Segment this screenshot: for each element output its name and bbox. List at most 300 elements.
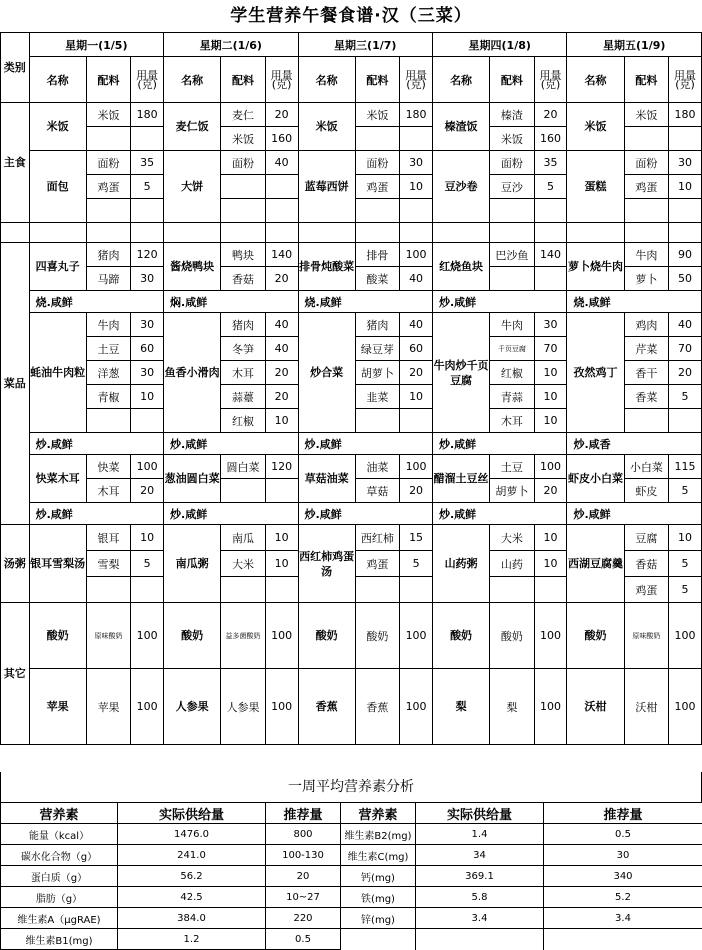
ingredient: 牛肉: [624, 243, 668, 267]
weight: 20: [265, 267, 298, 291]
empty-cell: [86, 577, 130, 603]
col-weight-header: 用量(克): [400, 57, 433, 103]
weight: 100: [265, 603, 298, 669]
weight: 10: [265, 551, 298, 577]
weight: 5: [131, 175, 164, 199]
ingredient: 大米: [490, 525, 534, 551]
empty-cell: [669, 199, 702, 223]
ingredient: 土豆: [490, 455, 534, 479]
nutrient-value: 42.5: [118, 887, 266, 908]
ingredient: 红椒: [221, 409, 265, 433]
dish-name: 炒合菜: [298, 313, 355, 433]
nutrient-value: 3.4: [544, 908, 702, 929]
category-header: 类别: [1, 33, 30, 103]
cooking-note: 炒.咸鲜: [29, 503, 163, 525]
dish-name: 红烧鱼块: [432, 243, 489, 291]
ingredient: 面粉: [355, 151, 399, 175]
empty-cell: [400, 223, 433, 243]
ingredient: 酸菜: [355, 267, 399, 291]
nutrient-value: 0.5: [544, 824, 702, 845]
empty-cell: [400, 409, 433, 433]
weight: 20: [534, 479, 567, 503]
ingredient: 鸡蛋: [86, 175, 130, 199]
empty-cell: [534, 577, 567, 603]
weight: 10: [265, 525, 298, 551]
nutrient-name: 锌(mg): [341, 908, 416, 929]
weight: 20: [400, 479, 433, 503]
weight: 10: [534, 525, 567, 551]
dish-name: 西红柿鸡蛋汤: [298, 525, 355, 603]
ingredient: 香蕉: [355, 669, 399, 745]
dish-name: 米饭: [567, 103, 624, 151]
ingredient: 木耳: [221, 361, 265, 385]
empty-cell: [534, 267, 567, 291]
col-ingredient-header: 配料: [490, 57, 534, 103]
weight: 10: [400, 385, 433, 409]
cooking-note: 炒.咸鲜: [298, 433, 432, 455]
dish-name: 鱼香小滑肉: [164, 313, 221, 433]
weight: 100: [400, 455, 433, 479]
ingredient: 香菜: [624, 385, 668, 409]
dish-name: 酸奶: [29, 603, 86, 669]
ingredient: 面粉: [490, 151, 534, 175]
ingredient: 红椒: [490, 361, 534, 385]
dish-name: 米饭: [29, 103, 86, 151]
ingredient: 马蹄: [86, 267, 130, 291]
empty-cell: [1, 223, 30, 243]
nutrient-name: 碳水化合物（g）: [1, 845, 118, 866]
empty-cell: [669, 409, 702, 433]
nutrition-header: 推荐量: [544, 803, 702, 824]
nutrient-name: 蛋白质（g）: [1, 866, 118, 887]
ingredient: 原味酸奶: [86, 603, 130, 669]
weight: 10: [131, 525, 164, 551]
ingredient: 西红柿: [355, 525, 399, 551]
dish-name: 酱烧鸭块: [164, 243, 221, 291]
ingredient: 鸭块: [221, 243, 265, 267]
weight: 100: [131, 455, 164, 479]
weight: 100: [265, 669, 298, 745]
weight: 30: [534, 313, 567, 337]
ingredient: 油菜: [355, 455, 399, 479]
ingredient: 原味酸奶: [624, 603, 668, 669]
weight: 5: [669, 479, 702, 503]
cooking-note: 炒.咸香: [567, 433, 702, 455]
ingredient: 冬笋: [221, 337, 265, 361]
weight: 40: [400, 267, 433, 291]
empty-cell: [400, 577, 433, 603]
empty-cell: [355, 127, 399, 151]
category-other: 其它: [1, 603, 30, 745]
dish-name: 山药粥: [432, 525, 489, 603]
day-header: 星期四(1/8): [432, 33, 566, 57]
weight: 10: [669, 525, 702, 551]
weight: 10: [669, 175, 702, 199]
empty-cell: [265, 223, 298, 243]
ingredient: 酸奶: [490, 603, 534, 669]
weight: 5: [534, 175, 567, 199]
weight: 20: [131, 479, 164, 503]
ingredient: 豆沙: [490, 175, 534, 199]
dish-name: 西湖豆腐羹: [567, 525, 624, 603]
nutrition-header: 推荐量: [266, 803, 341, 824]
day-header: 星期二(1/6): [164, 33, 298, 57]
dish-name: 香蕉: [298, 669, 355, 745]
empty-cell: [86, 127, 130, 151]
ingredient: 鸡肉: [624, 313, 668, 337]
ingredient: 千页豆腐: [490, 337, 534, 361]
ingredient: 木耳: [86, 479, 130, 503]
col-name-header: 名称: [567, 57, 624, 103]
weight: 70: [669, 337, 702, 361]
nutrient-value: 1.4: [416, 824, 544, 845]
empty-cell: [131, 577, 164, 603]
weight: 10: [534, 551, 567, 577]
nutrient-name: 脂肪（g）: [1, 887, 118, 908]
nutrient-value: 1476.0: [118, 824, 266, 845]
ingredient: 牛肉: [86, 313, 130, 337]
weight: 180: [131, 103, 164, 127]
ingredient: 南瓜: [221, 525, 265, 551]
ingredient: 虾皮: [624, 479, 668, 503]
weight: 140: [265, 243, 298, 267]
nutrition-header: 实际供给量: [416, 803, 544, 824]
weight: 30: [131, 267, 164, 291]
dish-name: 草菇油菜: [298, 455, 355, 503]
ingredient: 酸奶: [355, 603, 399, 669]
weight: 100: [669, 603, 702, 669]
weight: 15: [400, 525, 433, 551]
nutrient-name: 维生素C(mg): [341, 845, 416, 866]
nutrition-header: 营养素: [1, 803, 118, 824]
cooking-note: 焖.咸鲜: [164, 291, 298, 313]
cooking-note: 炒.咸鲜: [432, 291, 566, 313]
ingredient: 芹菜: [624, 337, 668, 361]
ingredient: 香菇: [221, 267, 265, 291]
col-weight-header: 用量(克): [534, 57, 567, 103]
empty-cell: [355, 199, 399, 223]
dish-name: 沃柑: [567, 669, 624, 745]
nutrient-value: 56.2: [118, 866, 266, 887]
dish-name: 排骨炖酸菜: [298, 243, 355, 291]
dish-name: 米饭: [298, 103, 355, 151]
empty-cell: [265, 577, 298, 603]
dish-name: 梨: [432, 669, 489, 745]
ingredient: 雪梨: [86, 551, 130, 577]
ingredient: 麦仁: [221, 103, 265, 127]
weight: 30: [669, 151, 702, 175]
dish-name: 牛肉炒千页豆腐: [432, 313, 489, 433]
nutrition-header: 实际供给量: [118, 803, 266, 824]
ingredient: 山药: [490, 551, 534, 577]
ingredient: 萝卜: [624, 267, 668, 291]
ingredient: 青蒜: [490, 385, 534, 409]
empty-cell: [265, 175, 298, 199]
nutrient-value: 5.8: [416, 887, 544, 908]
weight: 70: [534, 337, 567, 361]
nutrient-value: 34: [416, 845, 544, 866]
weight: 90: [669, 243, 702, 267]
empty-cell: [400, 199, 433, 223]
ingredient: 韭菜: [355, 385, 399, 409]
empty-cell: [432, 223, 489, 243]
nutrient-value: 5.2: [544, 887, 702, 908]
day-header: 星期三(1/7): [298, 33, 432, 57]
ingredient: 蒜薹: [221, 385, 265, 409]
dish-name: 孜然鸡丁: [567, 313, 624, 433]
ingredient: 巴沙鱼: [490, 243, 534, 267]
weight: 140: [534, 243, 567, 267]
ingredient: 豆腐: [624, 525, 668, 551]
category-staple: 主食: [1, 103, 30, 223]
nutrient-value: 220: [266, 908, 341, 929]
menu-table: [0, 32, 702, 745]
cooking-note: 炒.咸鲜: [164, 433, 298, 455]
ingredient: 鸡蛋: [624, 175, 668, 199]
nutrient-value: 30: [544, 845, 702, 866]
ingredient: 榛渣: [490, 103, 534, 127]
col-name-header: 名称: [164, 57, 221, 103]
empty-cell: [355, 409, 399, 433]
ingredient: 圆白菜: [221, 455, 265, 479]
weight: 10: [131, 385, 164, 409]
dish-name: 葱油圆白菜: [164, 455, 221, 503]
dish-name: 面包: [29, 151, 86, 223]
ingredient: 沃柑: [624, 669, 668, 745]
col-weight-header: 用量(克): [265, 57, 298, 103]
empty-cell: [490, 223, 534, 243]
weight: 35: [131, 151, 164, 175]
ingredient: 面粉: [221, 151, 265, 175]
weight: 50: [669, 267, 702, 291]
cooking-note: 炒.咸鲜: [29, 433, 163, 455]
empty-cell: [221, 577, 265, 603]
dish-name: 豆沙卷: [432, 151, 489, 223]
col-ingredient-header: 配料: [624, 57, 668, 103]
empty-cell: [624, 199, 668, 223]
weight: 160: [534, 127, 567, 151]
ingredient: 梨: [490, 669, 534, 745]
empty-cell: [534, 223, 567, 243]
day-header: 星期一(1/5): [29, 33, 163, 57]
dish-name: 南瓜粥: [164, 525, 221, 603]
ingredient: 快菜: [86, 455, 130, 479]
weight: 180: [669, 103, 702, 127]
weight: 160: [265, 127, 298, 151]
weight: 100: [400, 669, 433, 745]
weight: 100: [131, 603, 164, 669]
nutrient-value: 100-130: [266, 845, 341, 866]
ingredient: 面粉: [624, 151, 668, 175]
empty-cell: [624, 223, 668, 243]
empty-cell: [624, 409, 668, 433]
weight: 10: [534, 409, 567, 433]
dish-name: 四喜丸子: [29, 243, 86, 291]
dish-name: 醋溜土豆丝: [432, 455, 489, 503]
category-dishes: 菜品: [1, 243, 30, 525]
nutrient-name: 铁(mg): [341, 887, 416, 908]
empty-cell: [490, 577, 534, 603]
cooking-note: 炒.咸鲜: [432, 433, 566, 455]
empty-cell: [669, 223, 702, 243]
empty-cell: [624, 127, 668, 151]
weight: 10: [534, 361, 567, 385]
weight: 30: [131, 361, 164, 385]
ingredient: 洋葱: [86, 361, 130, 385]
nutrient-value: 3.4: [416, 908, 544, 929]
weight: 115: [669, 455, 702, 479]
empty-cell: [131, 199, 164, 223]
weight: 20: [400, 361, 433, 385]
dish-name: 蛋糕: [567, 151, 624, 223]
nutrient-name: 能量（kcal）: [1, 824, 118, 845]
cooking-note: 炒.咸鲜: [298, 503, 432, 525]
empty-cell: [400, 127, 433, 151]
ingredient: 香菇: [624, 551, 668, 577]
weight: 35: [534, 151, 567, 175]
ingredient: 益多菌酸奶: [221, 603, 265, 669]
col-name-header: 名称: [432, 57, 489, 103]
dish-name: 人参果: [164, 669, 221, 745]
ingredient: 草菇: [355, 479, 399, 503]
weight: 100: [534, 603, 567, 669]
ingredient: 排骨: [355, 243, 399, 267]
ingredient: 小白菜: [624, 455, 668, 479]
ingredient: 胡萝卜: [490, 479, 534, 503]
dish-name: 蓝莓西饼: [298, 151, 355, 223]
weight: 60: [131, 337, 164, 361]
col-weight-header: 用量(克): [669, 57, 702, 103]
ingredient: 银耳: [86, 525, 130, 551]
dish-name: 蚝油牛肉粒: [29, 313, 86, 433]
weight: 100: [669, 669, 702, 745]
empty-cell: [86, 409, 130, 433]
empty-cell: [164, 223, 221, 243]
dish-name: 快菜木耳: [29, 455, 86, 503]
empty-cell: [131, 409, 164, 433]
col-ingredient-header: 配料: [86, 57, 130, 103]
weight: 10: [265, 409, 298, 433]
nutrition-header: 营养素: [341, 803, 416, 824]
weight: 60: [400, 337, 433, 361]
ingredient: 香干: [624, 361, 668, 385]
cooking-note: 炒.咸鲜: [567, 503, 702, 525]
weight: 180: [400, 103, 433, 127]
col-ingredient-header: 配料: [355, 57, 399, 103]
empty-cell: [490, 199, 534, 223]
empty-cell: [131, 223, 164, 243]
ingredient: 猪肉: [86, 243, 130, 267]
nutrient-value: 369.1: [416, 866, 544, 887]
ingredient: 胡萝卜: [355, 361, 399, 385]
nutrient-value: 10~27: [266, 887, 341, 908]
ingredient: 土豆: [86, 337, 130, 361]
page-title: 学生营养午餐食谱·汉（三菜）: [0, 0, 702, 32]
empty-cell: [221, 479, 265, 503]
ingredient: 人参果: [221, 669, 265, 745]
weight: 10: [534, 385, 567, 409]
empty-cell: [355, 577, 399, 603]
ingredient: 木耳: [490, 409, 534, 433]
weight: 20: [265, 361, 298, 385]
weight: 20: [669, 361, 702, 385]
cooking-note: 炒.咸鲜: [432, 503, 566, 525]
weight: 100: [400, 243, 433, 267]
empty-cell: [86, 223, 130, 243]
nutrient-value: 340: [544, 866, 702, 887]
nutrition-title: 一周平均营养素分析: [0, 772, 702, 802]
ingredient: 面粉: [86, 151, 130, 175]
ingredient: 牛肉: [490, 313, 534, 337]
empty-cell: [221, 199, 265, 223]
empty-cell: [669, 127, 702, 151]
empty-cell: [490, 267, 534, 291]
weight: 100: [534, 455, 567, 479]
weight: 120: [265, 455, 298, 479]
dish-name: 大饼: [164, 151, 221, 223]
nutrient-value: 384.0: [118, 908, 266, 929]
ingredient: 米饭: [624, 103, 668, 127]
weight: 30: [131, 313, 164, 337]
empty-cell: [265, 199, 298, 223]
weight: 40: [265, 313, 298, 337]
dish-name: 麦仁饭: [164, 103, 221, 151]
nutrient-value: 1.2: [118, 929, 266, 950]
weight: 20: [534, 103, 567, 127]
empty-cell: [86, 199, 130, 223]
dish-name: 酸奶: [432, 603, 489, 669]
cropped-footer-text: [0, 928, 702, 934]
dish-name: 苹果: [29, 669, 86, 745]
weight: 5: [400, 551, 433, 577]
ingredient: 猪肉: [221, 313, 265, 337]
weight: 30: [400, 151, 433, 175]
ingredient: 鸡蛋: [624, 577, 668, 603]
ingredient: 鸡蛋: [355, 551, 399, 577]
weight: 40: [265, 337, 298, 361]
weight: 10: [400, 175, 433, 199]
nutrient-name: 维生素B1(mg): [1, 929, 118, 950]
empty-cell: [131, 127, 164, 151]
weight: 5: [669, 385, 702, 409]
nutrient-name: 维生素A（μgRAE): [1, 908, 118, 929]
empty-cell: [221, 223, 265, 243]
col-weight-header: 用量(克): [131, 57, 164, 103]
nutrient-value: 20: [266, 866, 341, 887]
weight: 20: [265, 103, 298, 127]
weight: 20: [265, 385, 298, 409]
empty-cell: [298, 223, 355, 243]
cooking-note: 烧.咸鲜: [29, 291, 163, 313]
empty-cell: [29, 223, 86, 243]
empty-cell: [221, 175, 265, 199]
empty-cell: [534, 199, 567, 223]
dish-name: 银耳雪梨汤: [29, 525, 86, 603]
cooking-note: 炒.咸鲜: [164, 503, 298, 525]
cooking-note: 烧.咸鲜: [567, 291, 702, 313]
dish-name: 虾皮小白菜: [567, 455, 624, 503]
dish-name: 酸奶: [567, 603, 624, 669]
ingredient: 鸡蛋: [355, 175, 399, 199]
empty-cell: [265, 479, 298, 503]
dish-name: 酸奶: [164, 603, 221, 669]
category-soup: 汤粥: [1, 525, 30, 603]
empty-cell: [355, 223, 399, 243]
ingredient: 米饭: [355, 103, 399, 127]
ingredient: 米饭: [221, 127, 265, 151]
weight: 5: [669, 551, 702, 577]
day-header: 星期五(1/9): [567, 33, 702, 57]
